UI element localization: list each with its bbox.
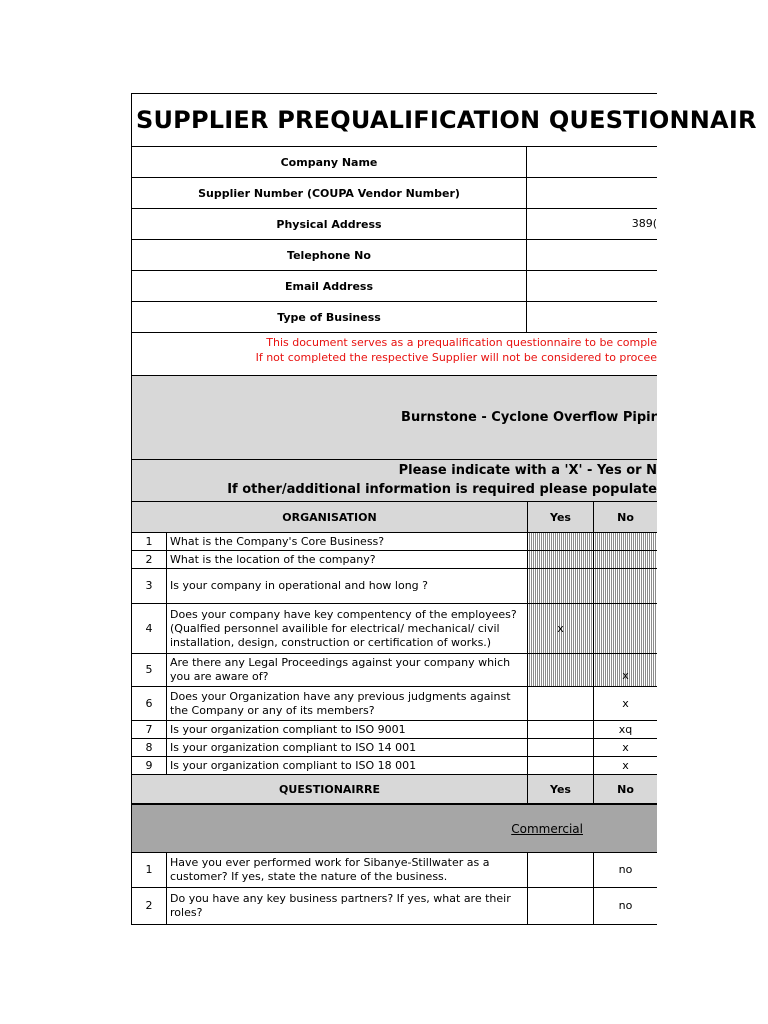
question-text: Is your organization compliant to ISO 18 001 xyxy=(167,757,528,774)
table-row xyxy=(132,551,657,569)
no-answer-cell[interactable]: x xyxy=(622,740,629,754)
instructions-line-2: If other/additional information is required please populate xyxy=(227,482,657,497)
table-row xyxy=(132,888,657,925)
yes-answer-cell[interactable] xyxy=(528,551,594,568)
type-of-business-label: Type of Business xyxy=(132,302,527,332)
question-text: Does your Organization have any previous judgments against the Company or any of its members? xyxy=(167,687,528,720)
table-row xyxy=(132,604,657,654)
table-row xyxy=(132,757,657,775)
yes-answer-cell[interactable] xyxy=(528,739,594,756)
no-answer-cell[interactable]: x xyxy=(622,696,629,710)
yes-answer-cell[interactable] xyxy=(528,721,594,738)
row-number: 3 xyxy=(132,569,167,603)
question-text: Have you ever performed work for Sibanye-Stillwater as a customer? If yes, state the nature of the business. xyxy=(167,853,528,887)
detail-row-company-name xyxy=(132,147,657,178)
yes-answer-cell[interactable] xyxy=(528,533,594,550)
page-title: SUPPLIER PREQUALIFICATION QUESTIONNAIR xyxy=(136,106,757,134)
yes-answer-cell[interactable] xyxy=(528,569,594,603)
no-answer-cell[interactable] xyxy=(594,551,657,568)
questionnaire-header-row xyxy=(132,775,657,805)
question-text: Does your company have key compentency of the employees?(Qualfied personnel availible for electrical/ mechanical/ civil installation, design, construction or certification of works.) xyxy=(167,604,528,653)
row-number: 4 xyxy=(132,604,167,653)
detail-row-type-of-business xyxy=(132,302,657,333)
table-row xyxy=(132,739,657,757)
commercial-section-row xyxy=(132,805,657,853)
no-answer-cell[interactable] xyxy=(594,604,657,653)
detail-row-physical-address xyxy=(132,209,657,240)
yes-answer-cell[interactable] xyxy=(528,853,594,887)
question-text: Is your organization compliant to ISO 9001 xyxy=(167,721,528,738)
no-answer-cell[interactable]: no xyxy=(618,863,633,876)
detail-row-email xyxy=(132,271,657,302)
row-number: 1 xyxy=(132,533,167,550)
instructions-line-1: Please indicate with a 'X' - Yes or N xyxy=(398,463,657,478)
table-row xyxy=(132,721,657,739)
row-number: 6 xyxy=(132,687,167,720)
instructions-row xyxy=(132,460,657,502)
organisation-yes-header: Yes xyxy=(528,502,594,532)
detail-row-telephone xyxy=(132,240,657,271)
row-number: 2 xyxy=(132,888,167,924)
title-row xyxy=(132,94,757,147)
no-answer-cell[interactable]: xq xyxy=(618,722,633,736)
telephone-label: Telephone No xyxy=(132,240,527,270)
table-row xyxy=(132,533,657,551)
physical-address-label: Physical Address xyxy=(132,209,527,239)
row-number: 7 xyxy=(132,721,167,738)
project-title-row xyxy=(132,376,657,460)
email-label: Email Address xyxy=(132,271,527,301)
row-number: 2 xyxy=(132,551,167,568)
row-number: 8 xyxy=(132,739,167,756)
yes-answer-cell[interactable] xyxy=(528,654,594,686)
questionnaire-header: QUESTIONAIRRE xyxy=(132,775,528,803)
table-row xyxy=(132,687,657,721)
no-answer-cell[interactable] xyxy=(594,533,657,550)
physical-address-field[interactable]: 389( xyxy=(631,217,657,230)
table-row xyxy=(132,853,657,888)
yes-answer-cell[interactable] xyxy=(528,888,594,924)
row-number: 5 xyxy=(132,654,167,686)
questionnaire-sheet xyxy=(131,93,757,925)
type-of-business-field[interactable] xyxy=(527,302,657,332)
supplier-number-label: Supplier Number (COUPA Vendor Number) xyxy=(132,178,527,208)
organisation-no-header: No xyxy=(617,510,634,524)
project-title: Burnstone - Cyclone Overflow Pipir xyxy=(401,410,657,425)
questionnaire-no-header: No xyxy=(617,782,634,796)
table-row xyxy=(132,569,657,604)
telephone-field[interactable] xyxy=(527,240,657,270)
row-number: 1 xyxy=(132,853,167,887)
notice-line-1: This document serves as a prequalification questionnaire to be comple xyxy=(266,336,657,349)
no-answer-cell[interactable] xyxy=(594,569,657,603)
organisation-header: ORGANISATION xyxy=(132,502,528,532)
notice-line-2: If not completed the respective Supplier will not be considered to procee xyxy=(255,351,657,364)
company-name-field[interactable] xyxy=(527,147,657,177)
organisation-header-row xyxy=(132,502,657,533)
notice-row xyxy=(132,333,657,376)
table-row xyxy=(132,654,657,687)
questionnaire-yes-header: Yes xyxy=(528,775,594,803)
no-answer-cell[interactable]: x xyxy=(594,654,657,686)
commercial-section-label: Commercial xyxy=(511,821,583,836)
question-text: Is your organization compliant to ISO 14 001 xyxy=(167,739,528,756)
row-number: 9 xyxy=(132,757,167,774)
yes-answer-cell[interactable] xyxy=(528,687,594,720)
question-text: Are there any Legal Proceedings against your company which you are aware of? xyxy=(167,654,528,686)
company-name-label: Company Name xyxy=(132,147,527,177)
question-text: What is the location of the company? xyxy=(167,551,528,568)
supplier-number-field[interactable] xyxy=(527,178,657,208)
yes-answer-cell[interactable] xyxy=(528,757,594,774)
question-text: What is the Company's Core Business? xyxy=(167,533,528,550)
no-answer-cell[interactable]: no xyxy=(618,899,633,912)
no-answer-cell[interactable]: x xyxy=(622,758,629,772)
question-text: Is your company in operational and how long ? xyxy=(167,569,528,603)
question-text: Do you have any key business partners? If yes, what are their roles? xyxy=(167,888,528,924)
email-field[interactable] xyxy=(527,271,657,301)
yes-answer-cell[interactable]: x xyxy=(528,604,594,653)
detail-row-supplier-number xyxy=(132,178,657,209)
